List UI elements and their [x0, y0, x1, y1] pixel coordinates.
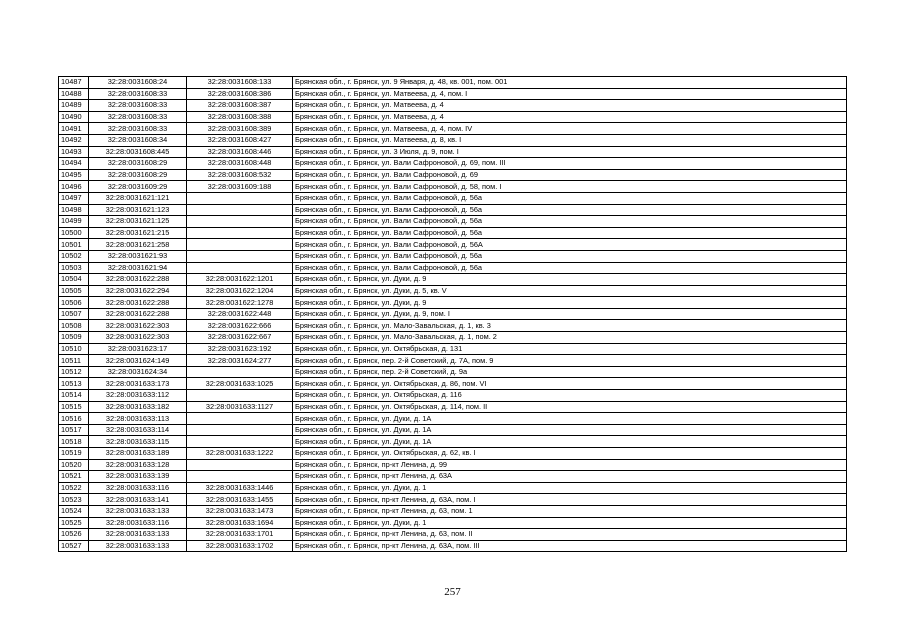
land-cadastral-number-cell: 32:28:0031622:288 [89, 274, 187, 286]
building-cadastral-number-cell: 32:28:0031622:1201 [187, 274, 293, 286]
row-number-cell: 10494 [59, 158, 89, 170]
table-row [59, 100, 847, 112]
table-row [59, 297, 847, 309]
building-cadastral-number-cell: 32:28:0031633:1127 [187, 401, 293, 413]
address-cell: Брянская обл., г. Брянск, ул. Дуки, д. 9 [293, 297, 847, 309]
building-cadastral-number-cell: 32:28:0031623:192 [187, 343, 293, 355]
table-row [59, 146, 847, 158]
table-row [59, 134, 847, 146]
land-cadastral-number-cell: 32:28:0031608:33 [89, 100, 187, 112]
address-cell: Брянская обл., г. Брянск, ул. Дуки, д. 9 [293, 274, 847, 286]
table-row [59, 424, 847, 436]
address-cell: Брянская обл., г. Брянск, ул. 3 Июля, д. 9, пом. I [293, 146, 847, 158]
table-row [59, 482, 847, 494]
building-cadastral-number-cell: 32:28:0031633:1701 [187, 529, 293, 541]
row-number-cell: 10496 [59, 181, 89, 193]
table-row [59, 436, 847, 448]
table-row [59, 123, 847, 135]
building-cadastral-number-cell: 32:28:0031622:667 [187, 332, 293, 344]
building-cadastral-number-cell: 32:28:0031633:1473 [187, 505, 293, 517]
table-row [59, 320, 847, 332]
land-cadastral-number-cell: 32:28:0031623:17 [89, 343, 187, 355]
table-row [59, 262, 847, 274]
row-number-cell: 10495 [59, 169, 89, 181]
building-cadastral-number-cell [187, 192, 293, 204]
land-cadastral-number-cell: 32:28:0031621:215 [89, 227, 187, 239]
land-cadastral-number-cell: 32:28:0031622:303 [89, 320, 187, 332]
building-cadastral-number-cell: 32:28:0031633:1702 [187, 540, 293, 552]
building-cadastral-number-cell: 32:28:0031608:427 [187, 134, 293, 146]
building-cadastral-number-cell [187, 366, 293, 378]
land-cadastral-number-cell: 32:28:0031622:288 [89, 308, 187, 320]
address-cell: Брянская обл., г. Брянск, ул. Вали Сафроновой, д. 56а [293, 262, 847, 274]
row-number-cell: 10512 [59, 366, 89, 378]
building-cadastral-number-cell: 32:28:0031633:1694 [187, 517, 293, 529]
address-cell: Брянская обл., г. Брянск, ул. Мало-Завальская, д. 1, кв. 3 [293, 320, 847, 332]
table-row [59, 158, 847, 170]
row-number-cell: 10508 [59, 320, 89, 332]
table-row [59, 111, 847, 123]
building-cadastral-number-cell [187, 239, 293, 251]
address-cell: Брянская обл., г. Брянск, ул. Октябрьская, д. 114, пом. II [293, 401, 847, 413]
row-number-cell: 10509 [59, 332, 89, 344]
land-cadastral-number-cell: 32:28:0031633:133 [89, 505, 187, 517]
building-cadastral-number-cell: 32:28:0031622:448 [187, 308, 293, 320]
building-cadastral-number-cell: 32:28:0031608:387 [187, 100, 293, 112]
address-cell: Брянская обл., г. Брянск, ул. Дуки, д. 1 [293, 517, 847, 529]
address-cell: Брянская обл., г. Брянск, ул. Дуки, д. 1А [293, 413, 847, 425]
land-cadastral-number-cell: 32:28:0031633:112 [89, 390, 187, 402]
address-cell: Брянская обл., г. Брянск, ул. Дуки, д. 9, пом. I [293, 308, 847, 320]
table-row [59, 274, 847, 286]
building-cadastral-number-cell: 32:28:0031608:448 [187, 158, 293, 170]
row-number-cell: 10506 [59, 297, 89, 309]
row-number-cell: 10488 [59, 88, 89, 100]
building-cadastral-number-cell [187, 204, 293, 216]
row-number-cell: 10503 [59, 262, 89, 274]
table-row [59, 88, 847, 100]
table-row [59, 505, 847, 517]
table-row [59, 494, 847, 506]
building-cadastral-number-cell: 32:28:0031608:388 [187, 111, 293, 123]
address-cell: Брянская обл., г. Брянск, ул. Дуки, д. 5, кв. V [293, 285, 847, 297]
row-number-cell: 10526 [59, 529, 89, 541]
land-cadastral-number-cell: 32:28:0031621:94 [89, 262, 187, 274]
row-number-cell: 10504 [59, 274, 89, 286]
address-cell: Брянская обл., г. Брянск, пер. 2-й Советский, д. 9а [293, 366, 847, 378]
land-cadastral-number-cell: 32:28:0031633:141 [89, 494, 187, 506]
address-cell: Брянская обл., г. Брянск, ул. Вали Сафроновой, д. 56А [293, 239, 847, 251]
table-row [59, 239, 847, 251]
building-cadastral-number-cell: 32:28:0031622:1278 [187, 297, 293, 309]
address-cell: Брянская обл., г. Брянск, ул. Октябрьская, д. 62, кв. I [293, 448, 847, 460]
building-cadastral-number-cell: 32:28:0031622:666 [187, 320, 293, 332]
land-cadastral-number-cell: 32:28:0031624:34 [89, 366, 187, 378]
land-cadastral-number-cell: 32:28:0031621:125 [89, 216, 187, 228]
building-cadastral-number-cell: 32:28:0031608:386 [187, 88, 293, 100]
building-cadastral-number-cell [187, 390, 293, 402]
land-cadastral-number-cell: 32:28:0031633:113 [89, 413, 187, 425]
table-row [59, 181, 847, 193]
table-row [59, 401, 847, 413]
cadastral-register-table [58, 76, 847, 552]
register-table-body [59, 77, 847, 552]
table-row [59, 308, 847, 320]
row-number-cell: 10505 [59, 285, 89, 297]
row-number-cell: 10492 [59, 134, 89, 146]
table-row [59, 413, 847, 425]
table-row [59, 332, 847, 344]
row-number-cell: 10502 [59, 250, 89, 262]
row-number-cell: 10527 [59, 540, 89, 552]
land-cadastral-number-cell: 32:28:0031608:445 [89, 146, 187, 158]
address-cell: Брянская обл., г. Брянск, ул. Вали Сафроновой, д. 69 [293, 169, 847, 181]
address-cell: Брянская обл., г. Брянск, ул. Вали Сафроновой, д. 56а [293, 216, 847, 228]
building-cadastral-number-cell [187, 436, 293, 448]
table-row [59, 355, 847, 367]
land-cadastral-number-cell: 32:28:0031608:29 [89, 158, 187, 170]
land-cadastral-number-cell: 32:28:0031621:123 [89, 204, 187, 216]
address-cell: Брянская обл., г. Брянск, ул. Вали Сафроновой, д. 58, пом. I [293, 181, 847, 193]
building-cadastral-number-cell [187, 250, 293, 262]
address-cell: Брянская обл., г. Брянск, ул. Вали Сафроновой, д. 69, пом. III [293, 158, 847, 170]
land-cadastral-number-cell: 32:28:0031609:29 [89, 181, 187, 193]
row-number-cell: 10525 [59, 517, 89, 529]
land-cadastral-number-cell: 32:28:0031633:182 [89, 401, 187, 413]
table-row [59, 529, 847, 541]
address-cell: Брянская обл., г. Брянск, ул. Вали Сафроновой, д. 56а [293, 192, 847, 204]
address-cell: Брянская обл., г. Брянск, ул. Вали Сафроновой, д. 56а [293, 227, 847, 239]
table-row [59, 216, 847, 228]
building-cadastral-number-cell: 32:28:0031609:188 [187, 181, 293, 193]
address-cell: Брянская обл., г. Брянск, пр-кт Ленина, д. 63А, пом. I [293, 494, 847, 506]
address-cell: Брянская обл., г. Брянск, ул. Матвеева, д. 4 [293, 111, 847, 123]
building-cadastral-number-cell: 32:28:0031622:1204 [187, 285, 293, 297]
table-row [59, 540, 847, 552]
building-cadastral-number-cell [187, 459, 293, 471]
row-number-cell: 10523 [59, 494, 89, 506]
address-cell: Брянская обл., г. Брянск, ул. Дуки, д. 1А [293, 436, 847, 448]
land-cadastral-number-cell: 32:28:0031633:139 [89, 471, 187, 483]
table-row [59, 285, 847, 297]
land-cadastral-number-cell: 32:28:0031622:294 [89, 285, 187, 297]
address-cell: Брянская обл., г. Брянск, ул. Матвеева, д. 4, пом. IV [293, 123, 847, 135]
row-number-cell: 10498 [59, 204, 89, 216]
building-cadastral-number-cell [187, 216, 293, 228]
table-row [59, 390, 847, 402]
building-cadastral-number-cell [187, 413, 293, 425]
table-row [59, 204, 847, 216]
row-number-cell: 10520 [59, 459, 89, 471]
building-cadastral-number-cell: 32:28:0031608:389 [187, 123, 293, 135]
row-number-cell: 10511 [59, 355, 89, 367]
row-number-cell: 10493 [59, 146, 89, 158]
address-cell: Брянская обл., г. Брянск, ул. Октябрьская, д. 131 [293, 343, 847, 355]
land-cadastral-number-cell: 32:28:0031608:33 [89, 88, 187, 100]
land-cadastral-number-cell: 32:28:0031621:93 [89, 250, 187, 262]
land-cadastral-number-cell: 32:28:0031608:33 [89, 111, 187, 123]
row-number-cell: 10517 [59, 424, 89, 436]
row-number-cell: 10522 [59, 482, 89, 494]
row-number-cell: 10514 [59, 390, 89, 402]
land-cadastral-number-cell: 32:28:0031633:114 [89, 424, 187, 436]
table-row [59, 459, 847, 471]
land-cadastral-number-cell: 32:28:0031608:34 [89, 134, 187, 146]
row-number-cell: 10519 [59, 448, 89, 460]
row-number-cell: 10487 [59, 77, 89, 89]
address-cell: Брянская обл., г. Брянск, пр-кт Ленина, д. 63, пом. 1 [293, 505, 847, 517]
address-cell: Брянская обл., г. Брянск, пр-кт Ленина, д. 63, пом. II [293, 529, 847, 541]
row-number-cell: 10490 [59, 111, 89, 123]
address-cell: Брянская обл., г. Брянск, ул. Вали Сафроновой, д. 56а [293, 250, 847, 262]
row-number-cell: 10516 [59, 413, 89, 425]
table-row [59, 378, 847, 390]
table-row [59, 517, 847, 529]
land-cadastral-number-cell: 32:28:0031633:189 [89, 448, 187, 460]
row-number-cell: 10524 [59, 505, 89, 517]
table-row [59, 192, 847, 204]
building-cadastral-number-cell [187, 471, 293, 483]
row-number-cell: 10518 [59, 436, 89, 448]
address-cell: Брянская обл., г. Брянск, пер. 2-й Советский, д. 7А, пом. 9 [293, 355, 847, 367]
building-cadastral-number-cell [187, 262, 293, 274]
table-row [59, 250, 847, 262]
address-cell: Брянская обл., г. Брянск, ул. Матвеева, д. 4 [293, 100, 847, 112]
building-cadastral-number-cell [187, 227, 293, 239]
address-cell: Брянская обл., г. Брянск, пр-кт Ленина, д. 63А [293, 471, 847, 483]
row-number-cell: 10515 [59, 401, 89, 413]
table-row [59, 343, 847, 355]
page-number: 257 [444, 586, 461, 598]
land-cadastral-number-cell: 32:28:0031633:116 [89, 482, 187, 494]
row-number-cell: 10510 [59, 343, 89, 355]
land-cadastral-number-cell: 32:28:0031608:29 [89, 169, 187, 181]
row-number-cell: 10507 [59, 308, 89, 320]
table-row [59, 366, 847, 378]
row-number-cell: 10513 [59, 378, 89, 390]
building-cadastral-number-cell: 32:28:0031624:277 [187, 355, 293, 367]
building-cadastral-number-cell: 32:28:0031608:446 [187, 146, 293, 158]
building-cadastral-number-cell: 32:28:0031633:1446 [187, 482, 293, 494]
table-row [59, 448, 847, 460]
row-number-cell: 10500 [59, 227, 89, 239]
land-cadastral-number-cell: 32:28:0031633:115 [89, 436, 187, 448]
address-cell: Брянская обл., г. Брянск, ул. Октябрьская, д. 116 [293, 390, 847, 402]
land-cadastral-number-cell: 32:28:0031633:116 [89, 517, 187, 529]
address-cell: Брянская обл., г. Брянск, ул. Дуки, д. 1А [293, 424, 847, 436]
address-cell: Брянская обл., г. Брянск, ул. Мало-Завальская, д. 1, пом. 2 [293, 332, 847, 344]
land-cadastral-number-cell: 32:28:0031633:128 [89, 459, 187, 471]
address-cell: Брянская обл., г. Брянск, пр-кт Ленина, д. 63А, пом. III [293, 540, 847, 552]
row-number-cell: 10501 [59, 239, 89, 251]
building-cadastral-number-cell [187, 424, 293, 436]
building-cadastral-number-cell: 32:28:0031608:133 [187, 77, 293, 89]
row-number-cell: 10497 [59, 192, 89, 204]
land-cadastral-number-cell: 32:28:0031633:173 [89, 378, 187, 390]
building-cadastral-number-cell: 32:28:0031633:1455 [187, 494, 293, 506]
register-page [58, 76, 847, 552]
table-row [59, 169, 847, 181]
address-cell: Брянская обл., г. Брянск, ул. Октябрьская, д. 86, пом. VI [293, 378, 847, 390]
address-cell: Брянская обл., г. Брянск, ул. Дуки, д. 1 [293, 482, 847, 494]
building-cadastral-number-cell: 32:28:0031633:1025 [187, 378, 293, 390]
table-row [59, 227, 847, 239]
address-cell: Брянская обл., г. Брянск, ул. 9 Января, д. 48, кв. 001, пом. 001 [293, 77, 847, 89]
land-cadastral-number-cell: 32:28:0031622:303 [89, 332, 187, 344]
land-cadastral-number-cell: 32:28:0031633:133 [89, 540, 187, 552]
address-cell: Брянская обл., г. Брянск, ул. Матвеева, д. 4, пом. I [293, 88, 847, 100]
land-cadastral-number-cell: 32:28:0031622:288 [89, 297, 187, 309]
land-cadastral-number-cell: 32:28:0031624:149 [89, 355, 187, 367]
land-cadastral-number-cell: 32:28:0031608:24 [89, 77, 187, 89]
address-cell: Брянская обл., г. Брянск, ул. Вали Сафроновой, д. 56а [293, 204, 847, 216]
address-cell: Брянская обл., г. Брянск, пр-кт Ленина, д. 99 [293, 459, 847, 471]
row-number-cell: 10491 [59, 123, 89, 135]
table-row [59, 77, 847, 89]
building-cadastral-number-cell: 32:28:0031608:532 [187, 169, 293, 181]
row-number-cell: 10489 [59, 100, 89, 112]
land-cadastral-number-cell: 32:28:0031608:33 [89, 123, 187, 135]
row-number-cell: 10499 [59, 216, 89, 228]
row-number-cell: 10521 [59, 471, 89, 483]
land-cadastral-number-cell: 32:28:0031621:121 [89, 192, 187, 204]
land-cadastral-number-cell: 32:28:0031633:133 [89, 529, 187, 541]
building-cadastral-number-cell: 32:28:0031633:1222 [187, 448, 293, 460]
address-cell: Брянская обл., г. Брянск, ул. Матвеева, д. 8, кв. I [293, 134, 847, 146]
land-cadastral-number-cell: 32:28:0031621:258 [89, 239, 187, 251]
table-row [59, 471, 847, 483]
